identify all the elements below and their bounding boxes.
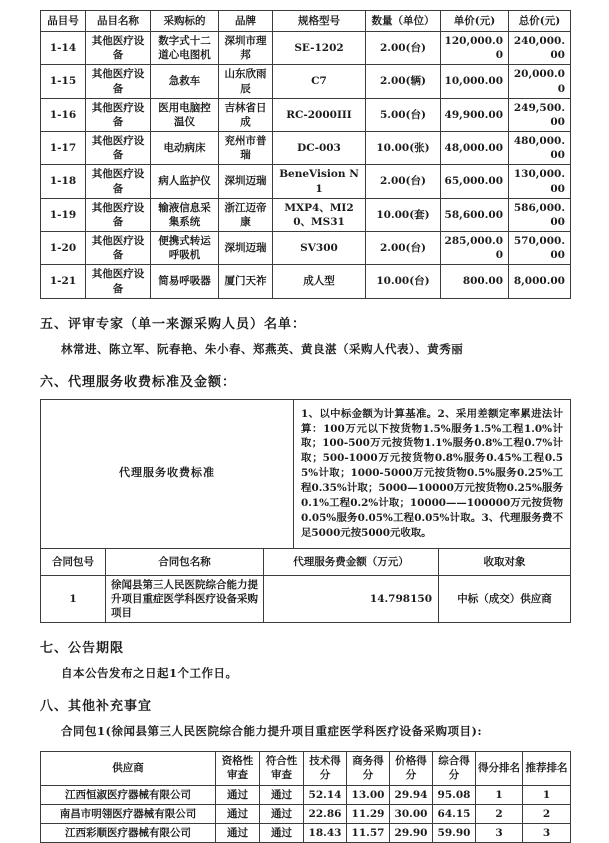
section-heading-other-matters: 八、其他补充事宜 [40, 699, 153, 715]
table-cell: 成人型 [273, 265, 366, 298]
table-cell: 1-14 [41, 32, 86, 65]
table-cell: 吉林省日成 [219, 98, 273, 131]
table-cell: 1-20 [41, 232, 86, 265]
column-header: 数量（单位） [366, 11, 441, 32]
table-row [41, 165, 571, 198]
table-cell: 1-21 [41, 265, 86, 298]
table-cell: 1 [476, 785, 523, 804]
column-header: 合同包名称 [106, 548, 264, 575]
table-cell: 深圳迈瑞 [219, 165, 273, 198]
table-cell: 1-19 [41, 198, 86, 231]
fee-standard-label: 代理服务收费标准 [41, 399, 294, 548]
column-header: 供应商 [41, 752, 216, 785]
table-cell: 简易呼吸器 [151, 265, 219, 298]
column-header: 品目名称 [86, 11, 151, 32]
table-row [41, 575, 571, 623]
column-header: 规格型号 [273, 11, 366, 32]
column-header: 推荐排名 [523, 752, 571, 785]
table-cell: 其他医疗设备 [86, 132, 151, 165]
table-cell: 2.00(台) [366, 232, 441, 265]
table-cell: 52.14 [304, 785, 347, 804]
table-cell: 浙江迈帝康 [219, 198, 273, 231]
table-cell: 2.00(台) [366, 32, 441, 65]
table-cell: 通过 [216, 785, 260, 804]
table-cell: BeneVision N1 [273, 165, 366, 198]
section-heading-notice-period: 七、公告期限 [40, 641, 125, 657]
column-header: 资格性审查 [216, 752, 260, 785]
table-cell: 59.90 [433, 823, 476, 842]
table-cell: 570,000.00 [509, 232, 571, 265]
table-row [41, 232, 571, 265]
table-cell: 江西恒淑医疗器械有限公司 [41, 785, 216, 804]
table-cell: 通过 [260, 804, 304, 823]
table-cell: 14.798150 [264, 575, 439, 623]
expert-names-text: 林常进、陈立军、阮春艳、朱小春、郑燕英、黄良湛（采购人代表）、黄秀丽 [61, 341, 464, 356]
table-cell: 2.00(辆) [366, 65, 441, 98]
column-header: 技术得分 [304, 752, 347, 785]
fee-standard-text: 1、以中标金额为计算基准。2、采用差额定率累进法计算：100万元以下按货物1.5%服务1.5%工程1.0%计取；100-500万元按货物1.1%服务0.8%工程0.7%计取；500-1000万元按货物0.8%服务0.45%工程0.55%计取；1000-5000万元按货物0.5%服务0.25%工程0.35%计取；5000—10000万元按货物0.25%服务0.1%工程0.2%计取；10000——100000万元按货物0.05%服务0.05%工程0.05%计取。3、代理服务费不足5000元按5000元收取。 [294, 399, 571, 548]
table-cell: DC-003 [273, 132, 366, 165]
table-cell: 中标（成交）供应商 [439, 575, 571, 623]
table-cell: 30.00 [390, 804, 433, 823]
table-cell: 18.43 [304, 823, 347, 842]
table-cell: 285,000.00 [441, 232, 509, 265]
section-heading-agency-fee: 六、代理服务收费标准及金额： [40, 374, 237, 390]
table-row [41, 32, 571, 65]
table-cell: 2 [476, 804, 523, 823]
table-cell: 10,000.00 [441, 65, 509, 98]
column-header: 总价(元) [509, 11, 571, 32]
table-row [41, 98, 571, 131]
table-cell: 深圳市理邦 [219, 32, 273, 65]
table-cell: 其他医疗设备 [86, 165, 151, 198]
table-cell: 病人监护仪 [151, 165, 219, 198]
column-header: 采购标的 [151, 11, 219, 32]
table-cell: 其他医疗设备 [86, 32, 151, 65]
table-cell: 48,000.00 [441, 132, 509, 165]
table-cell: 11.57 [347, 823, 390, 842]
notice-period-text: 自本公告发布之日起1个工作日。 [61, 666, 238, 681]
table-row [41, 132, 571, 165]
table-cell: 江西彩顺医疗器械有限公司 [41, 823, 216, 842]
column-header: 代理服务费金额（万元） [264, 548, 439, 575]
table-cell: 南昌市明翎医疗器械有限公司 [41, 804, 216, 823]
column-header: 品目号 [41, 11, 86, 32]
table-row [41, 198, 571, 231]
table-cell: 通过 [216, 823, 260, 842]
supplier-table-header-row [41, 752, 571, 785]
table-cell: 240,000.00 [509, 32, 571, 65]
table-cell: 1 [523, 785, 571, 804]
table-cell: 输液信息采集系统 [151, 198, 219, 231]
table-cell: 49,900.00 [441, 98, 509, 131]
table-cell: 电动病床 [151, 132, 219, 165]
table-cell: 2 [523, 804, 571, 823]
table-cell: 13.00 [347, 785, 390, 804]
table-cell: 10.00(套) [366, 198, 441, 231]
table-cell: RC-2000III [273, 98, 366, 131]
table-cell: 3 [523, 823, 571, 842]
table-cell: 5.00(台) [366, 98, 441, 131]
table-cell: 249,500.00 [509, 98, 571, 131]
table-cell: 130,000.00 [509, 165, 571, 198]
table-cell: 65,000.00 [441, 165, 509, 198]
table-row [41, 785, 571, 804]
table-cell: SE-1202 [273, 32, 366, 65]
table-cell: 1-17 [41, 132, 86, 165]
table-cell: 29.90 [390, 823, 433, 842]
package-table-header-row [41, 548, 571, 575]
column-header: 收取对象 [439, 548, 571, 575]
table-cell: C7 [273, 65, 366, 98]
table-cell: SV300 [273, 232, 366, 265]
table-cell: 山东欣雨辰 [219, 65, 273, 98]
table-cell: 10.00(台) [366, 265, 441, 298]
items-table-header-row [41, 11, 571, 32]
table-cell: 11.29 [347, 804, 390, 823]
section-heading-experts: 五、评审专家（单一来源采购人员）名单： [40, 316, 307, 332]
agency-fee-standard-table [40, 399, 571, 549]
supplier-evaluation-table [40, 751, 571, 843]
table-cell: 便携式转运呼吸机 [151, 232, 219, 265]
column-header: 综合得分 [433, 752, 476, 785]
table-row [41, 823, 571, 842]
fee-standard-row [41, 399, 571, 548]
table-cell: 其他医疗设备 [86, 198, 151, 231]
procurement-items-table [40, 10, 571, 299]
table-row [41, 804, 571, 823]
table-cell: 其他医疗设备 [86, 65, 151, 98]
table-row [41, 265, 571, 298]
table-cell: 3 [476, 823, 523, 842]
column-header: 商务得分 [347, 752, 390, 785]
table-cell: 徐闻县第三人民医院综合能力提升项目重症医学科医疗设备采购项目 [106, 575, 264, 623]
table-cell: 95.08 [433, 785, 476, 804]
table-cell: 8,000.00 [509, 265, 571, 298]
table-cell: 2.00(台) [366, 165, 441, 198]
table-cell: 数字式十二道心电图机 [151, 32, 219, 65]
table-row [41, 65, 571, 98]
table-cell: 120,000.00 [441, 32, 509, 65]
table-cell: 1-16 [41, 98, 86, 131]
table-cell: 其他医疗设备 [86, 98, 151, 131]
table-cell: MXP4、MI20、MS31 [273, 198, 366, 231]
table-cell: 20,000.00 [509, 65, 571, 98]
table-cell: 1-18 [41, 165, 86, 198]
table-cell: 58,600.00 [441, 198, 509, 231]
table-cell: 通过 [260, 823, 304, 842]
table-cell: 通过 [260, 785, 304, 804]
table-cell: 480,000.00 [509, 132, 571, 165]
contract-package-label-text: 合同包1(徐闻县第三人民医院综合能力提升项目重症医学科医疗设备采购项目): [61, 724, 483, 739]
table-cell: 10.00(张) [366, 132, 441, 165]
table-cell: 厦门天祚 [219, 265, 273, 298]
table-cell: 64.15 [433, 804, 476, 823]
table-cell: 29.94 [390, 785, 433, 804]
column-header: 符合性审查 [260, 752, 304, 785]
table-cell: 医用电脑控温仪 [151, 98, 219, 131]
table-cell: 1-15 [41, 65, 86, 98]
table-cell: 其他医疗设备 [86, 265, 151, 298]
table-cell: 其他医疗设备 [86, 232, 151, 265]
column-header: 得分排名 [476, 752, 523, 785]
table-cell: 通过 [216, 804, 260, 823]
table-cell: 586,000.00 [509, 198, 571, 231]
column-header: 单价(元) [441, 11, 509, 32]
table-cell: 急救车 [151, 65, 219, 98]
table-cell: 深圳迈瑞 [219, 232, 273, 265]
contract-package-table [40, 548, 571, 624]
column-header: 合同包号 [41, 548, 106, 575]
table-cell: 1 [41, 575, 106, 623]
table-cell: 兖州市普瑞 [219, 132, 273, 165]
table-cell: 22.86 [304, 804, 347, 823]
table-cell: 800.00 [441, 265, 509, 298]
column-header: 品牌 [219, 11, 273, 32]
column-header: 价格得分 [390, 752, 433, 785]
